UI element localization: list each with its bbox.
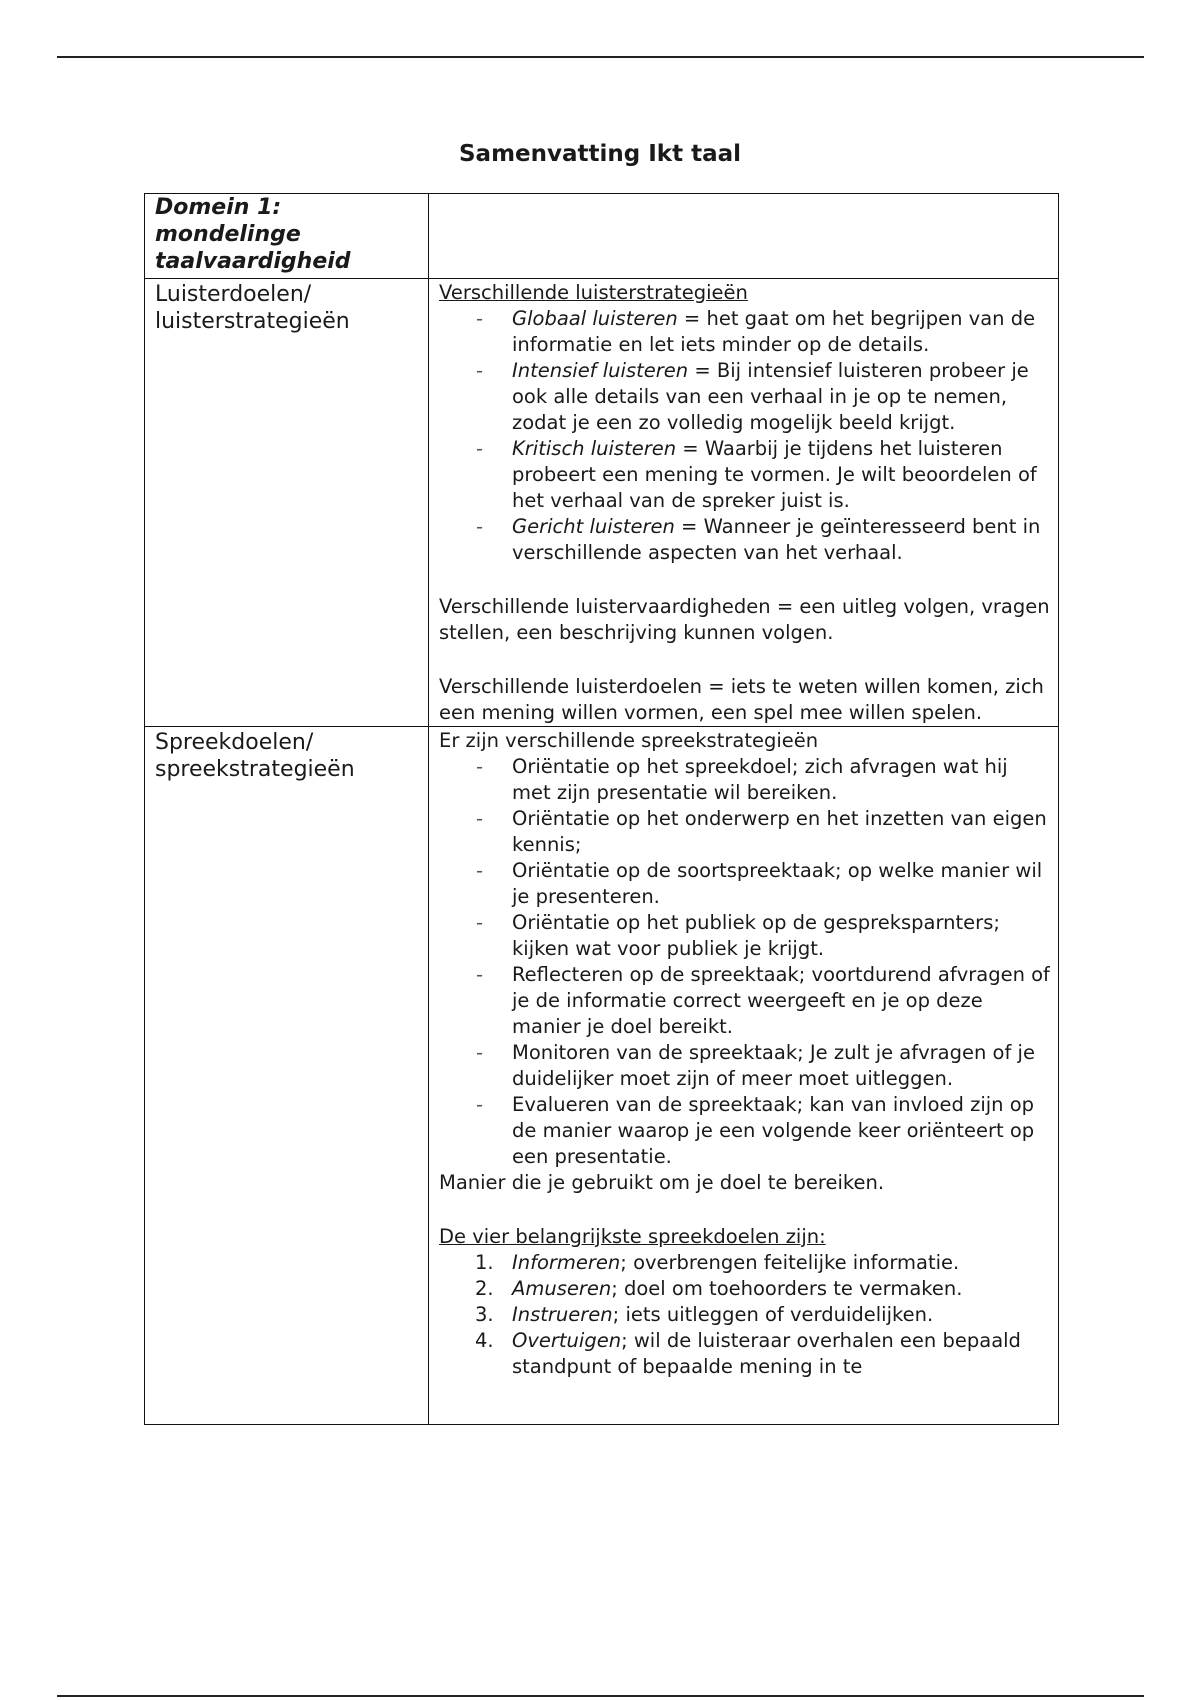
- speaking-goals-list: [439, 1250, 1050, 1380]
- list-item: - Gericht luisteren = Wanneer je geïnteresseerd bent in verschillende aspecten van het verhaal.: [439, 514, 1050, 566]
- row-content-luisteren: [429, 279, 1059, 727]
- row-label-luisteren: Luisterdoelen/ luisterstrategieën: [145, 279, 429, 727]
- paragraph: Verschillende luisterdoelen = iets te weten willen komen, zich een mening willen vormen, een spel mee willen spelen.: [439, 675, 1044, 724]
- list-item: - Kritisch luisteren = Waarbij je tijdens het luisteren probeert een mening te vormen. Je wilt beoordelen of het verhaal van de spreker juist is.: [439, 436, 1050, 514]
- header-rule: [57, 56, 1144, 58]
- empty-header-cell: [429, 194, 1059, 279]
- list-item: 1. Informeren; overbrengen feitelijke informatie.: [475, 1251, 960, 1274]
- table-row-luisteren: [145, 279, 1059, 727]
- section-heading: Verschillende luisterstrategieën: [439, 281, 748, 304]
- row-label-spreken: Spreekdoelen/ spreekstrategieën: [145, 727, 429, 1425]
- section-heading: De vier belangrijkste spreekdoelen zijn:: [439, 1225, 826, 1248]
- footer-rule: [57, 1695, 1144, 1697]
- row-content-spreken: [429, 727, 1059, 1425]
- table-row-spreken: [145, 727, 1059, 1425]
- list-item: 4. Overtuigen; wil de luisteraar overhalen een bepaald standpunt of bepaalde mening in te: [475, 1329, 1021, 1378]
- list-item: - Monitoren van de spreektaak; Je zult je afvragen of je duidelijker moet zijn of meer moet uitleggen.: [439, 1040, 1050, 1092]
- list-item: - Oriëntatie op het onderwerp en het inzetten van eigen kennis;: [439, 806, 1050, 858]
- list-item: - Evalueren van de spreektaak; kan van invloed zijn op de manier waarop je een volgende keer oriënteert op een presentatie.: [439, 1092, 1050, 1170]
- list-item: - Oriëntatie op het spreekdoel; zich afvragen wat hij met zijn presentatie wil bereiken.: [439, 754, 1050, 806]
- paragraph: Verschillende luistervaardigheden = een uitleg volgen, vragen stellen, een beschrijving kunnen volgen.: [439, 595, 1050, 644]
- paragraph: Manier die je gebruikt om je doel te bereiken.: [439, 1171, 885, 1194]
- page-title: Samenvatting Ikt taal: [458, 141, 742, 167]
- list-item: - Globaal luisteren = het gaat om het begrijpen van de informatie en let iets minder op de details.: [439, 306, 1050, 358]
- summary-table: [144, 193, 1059, 1425]
- list-item: - Oriëntatie op het publiek op de gespreksparnters; kijken wat voor publiek je krijgt.: [439, 910, 1050, 962]
- table-header-row: [145, 194, 1059, 279]
- list-item: - Intensief luisteren = Bij intensief luisteren probeer je ook alle details van een verhaal in je op te nemen, zodat je een zo volledig mogelijk beeld krijgt.: [439, 358, 1050, 436]
- domain-heading: Domein 1: mondelinge taalvaardigheid: [145, 194, 429, 279]
- list-item: 3. Instrueren; iets uitleggen of verduidelijken.: [475, 1303, 934, 1326]
- list-item: - Oriëntatie op de soortspreektaak; op welke manier wil je presenteren.: [439, 858, 1050, 910]
- paragraph: Er zijn verschillende spreekstrategieën: [439, 729, 819, 752]
- speaking-strategies-list: [439, 754, 1050, 1170]
- listening-strategies-list: [439, 306, 1050, 566]
- list-item: 2. Amuseren; doel om toehoorders te vermaken.: [475, 1277, 963, 1300]
- list-item: - Reflecteren op de spreektaak; voortdurend afvragen of je de informatie correct weergeeft en je op deze manier je doel bereikt.: [439, 962, 1050, 1040]
